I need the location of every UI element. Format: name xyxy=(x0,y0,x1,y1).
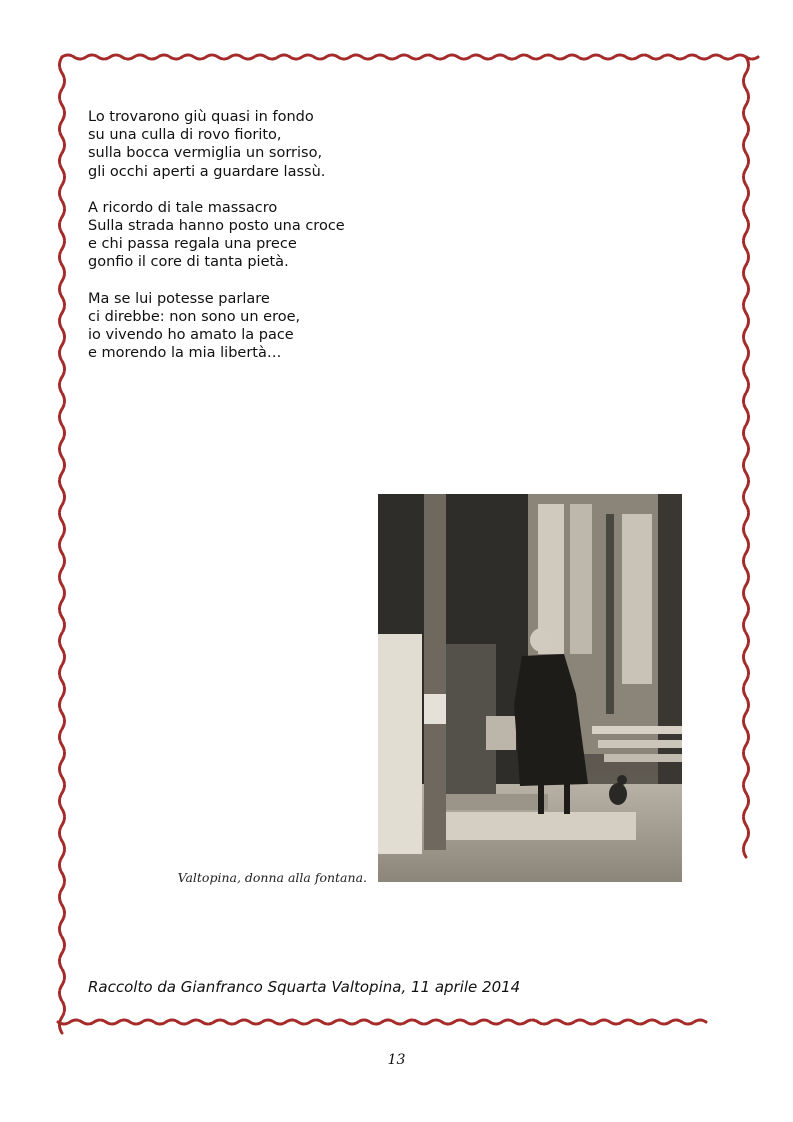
cat xyxy=(609,783,627,805)
poem-line: Lo trovarono giù quasi in fondo xyxy=(88,109,314,125)
poem-line: io vivendo ho amato la pace xyxy=(88,327,294,344)
poem-line: su una culla di rovo fiorito, xyxy=(88,127,282,144)
poem-line: e morendo la mia libertà… xyxy=(88,345,282,362)
poem-line: A ricordo di tale massacro xyxy=(88,199,278,216)
woman-head xyxy=(530,628,554,652)
stanza-1 xyxy=(88,108,388,181)
stanza-3 xyxy=(88,290,388,363)
utility-pole xyxy=(424,494,446,850)
poem xyxy=(88,108,388,380)
photo-caption: Valtopina, donna alla fontana. xyxy=(177,870,367,885)
poem-line: gli occhi aperti a guardare lassù. xyxy=(88,163,326,180)
poem-line: ci direbbe: non sono un eroe, xyxy=(88,308,301,325)
border-right xyxy=(744,57,749,857)
poem-line: gonfio il core di tanta pietà. xyxy=(88,254,289,271)
poem-line: Ma se lui potesse parlare xyxy=(88,290,270,307)
stanza-2 xyxy=(88,199,388,272)
credit-line: Raccolto da Gianfranco Squarta Valtopina, 11 aprile 2014 xyxy=(88,978,521,996)
poem-line: sulla bocca vermiglia un sorriso, xyxy=(88,145,323,162)
poem-line: e chi passa regala una prece xyxy=(88,236,297,253)
border-left xyxy=(60,57,65,1033)
page-number: 13 xyxy=(387,1052,406,1068)
white-wall xyxy=(378,634,422,854)
border-bottom xyxy=(58,1020,706,1024)
border-top xyxy=(62,55,758,59)
photo-woman-at-fountain xyxy=(378,494,682,882)
poem-line: Sulla strada hanno posto una croce xyxy=(88,218,345,235)
